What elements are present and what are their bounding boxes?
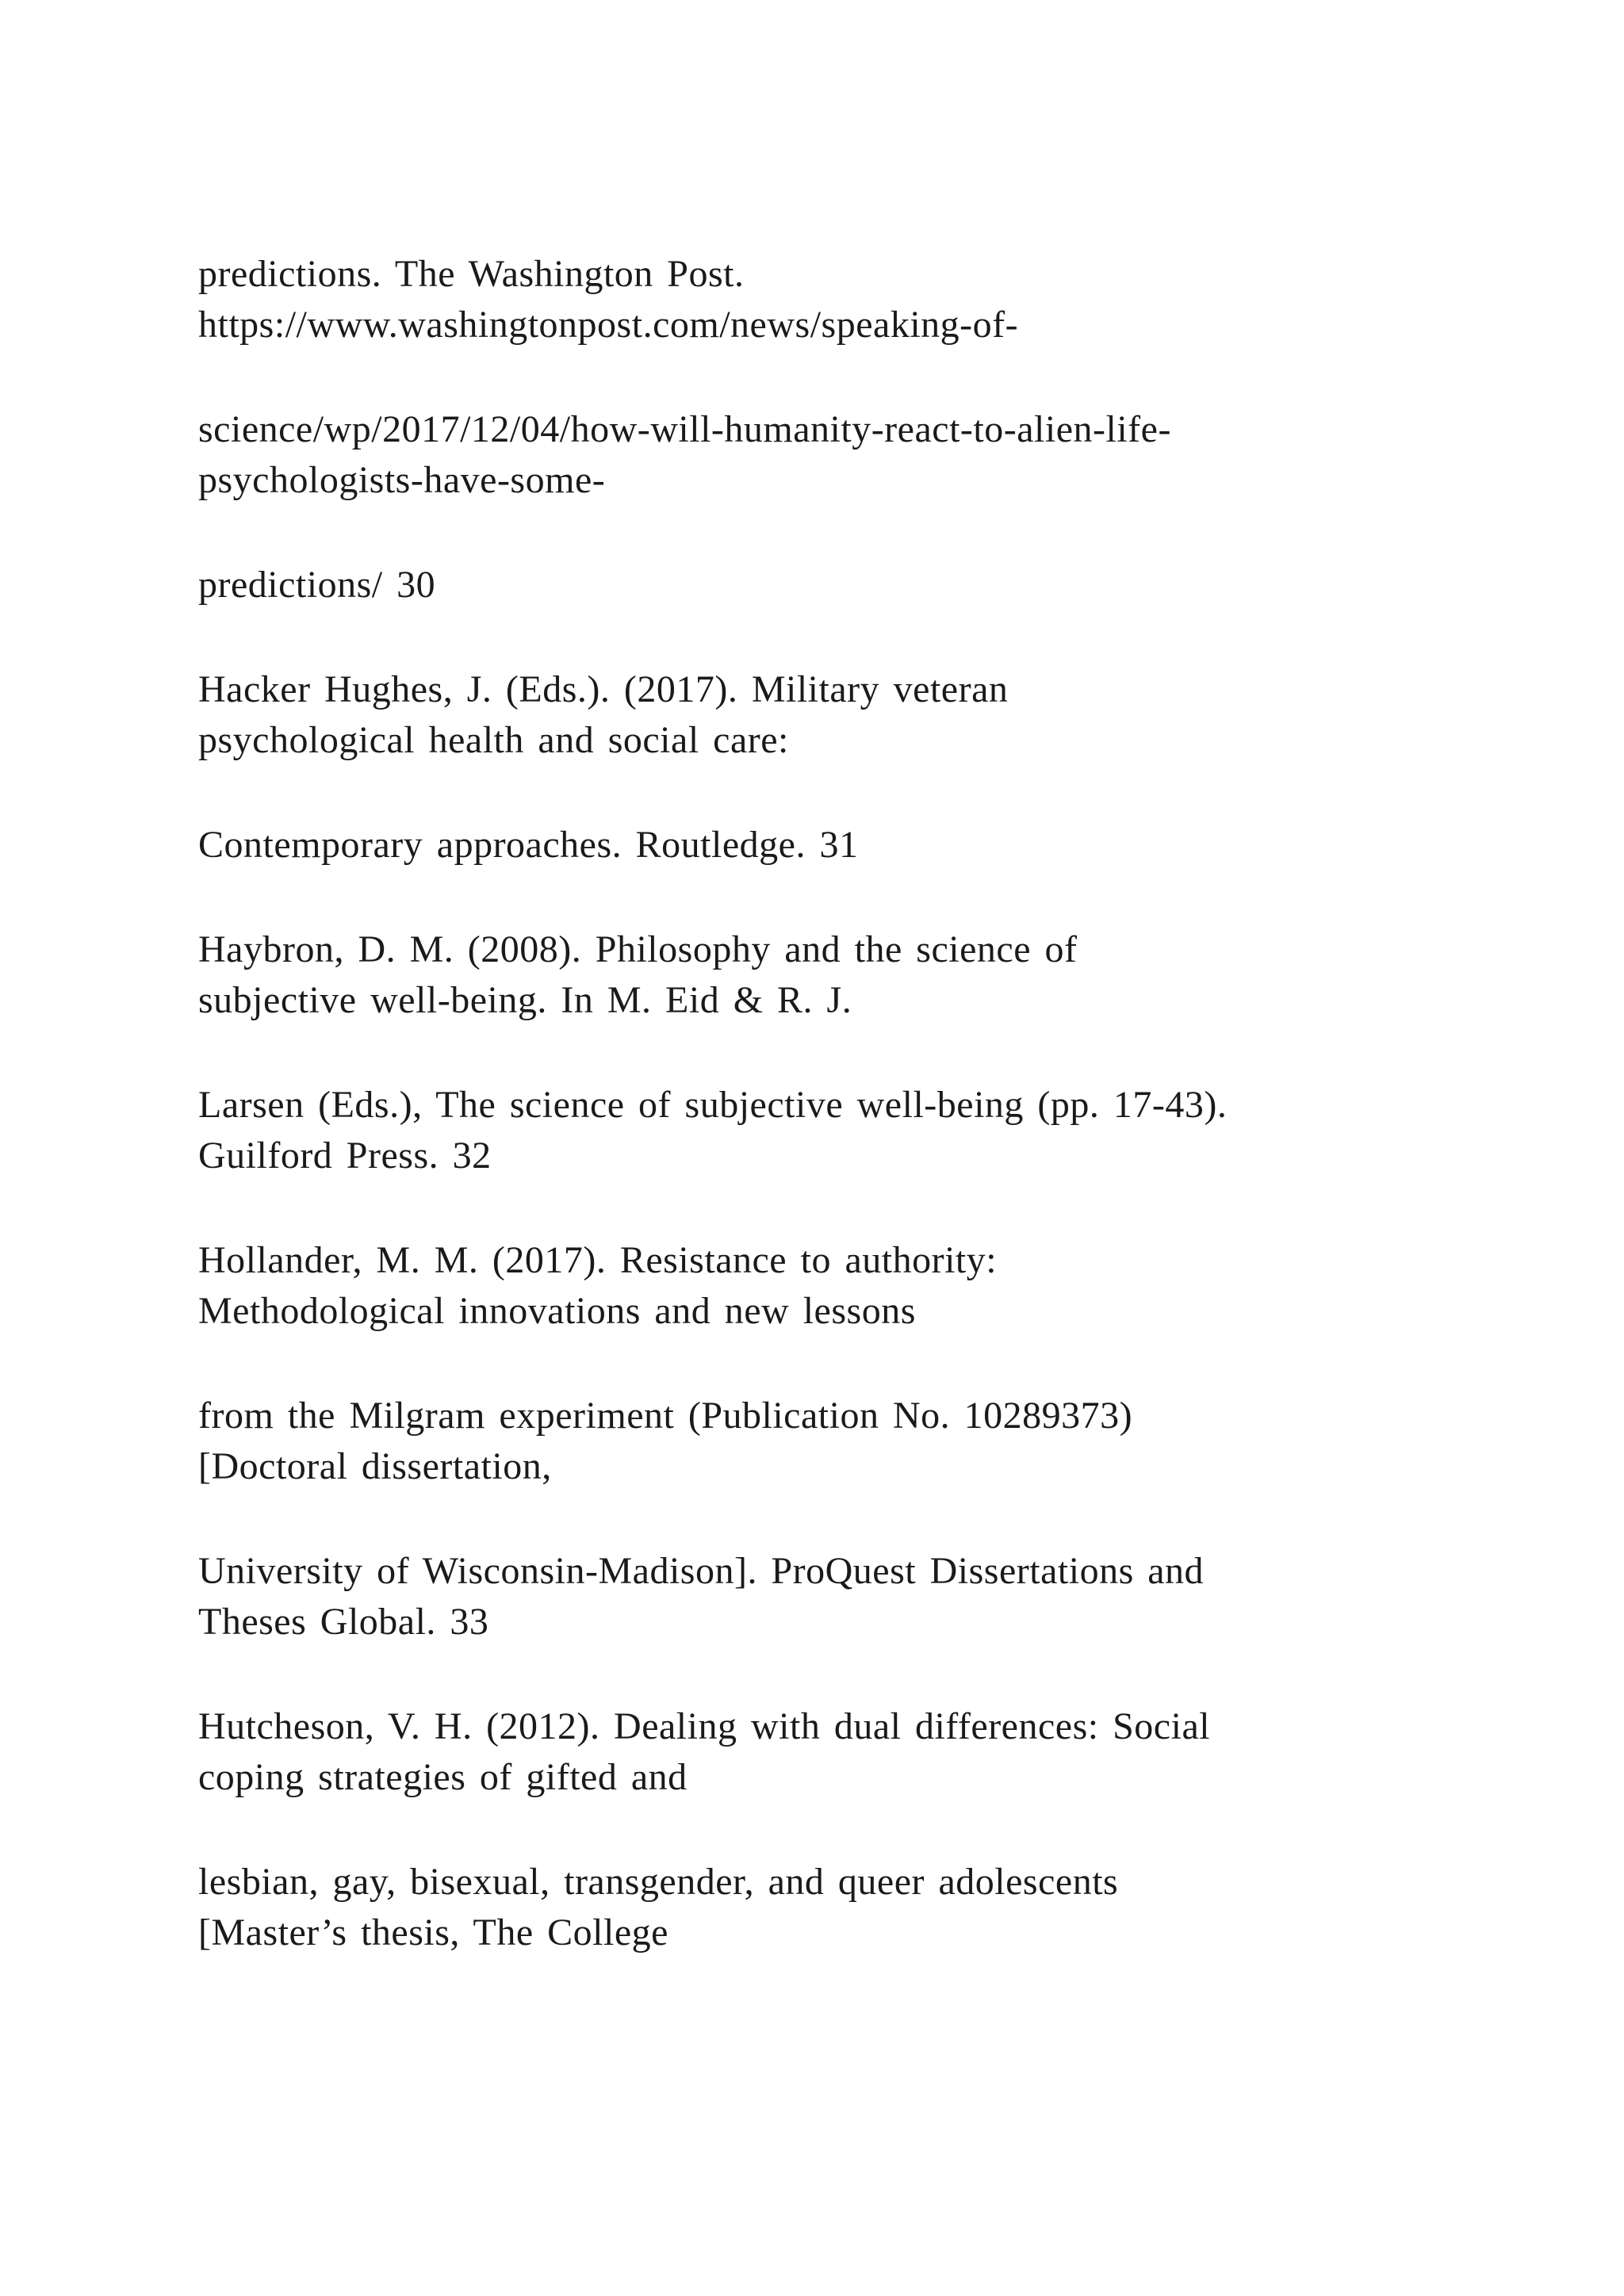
text-line: [Master’s thesis, The College: [198, 1911, 668, 1954]
text-line: lesbian, gay, bisexual, transgender, and queer adolescents: [198, 1861, 1119, 1903]
text-line: predictions. The Washington Post.: [198, 253, 745, 295]
text-line: Methodological innovations and new lessons: [198, 1290, 916, 1332]
text-line: Hutcheson, V. H. (2012). Dealing with dual differences: Social: [198, 1705, 1211, 1747]
text-line: Hollander, M. M. (2017). Resistance to authority:: [198, 1239, 998, 1281]
text-line: University of Wisconsin-Madison]. ProQuest Dissertations and: [198, 1550, 1205, 1592]
text-line: Haybron, D. M. (2008). Philosophy and the science of: [198, 928, 1078, 970]
text-line: Contemporary approaches. Routledge. 31: [198, 824, 859, 866]
text-line: Larsen (Eds.), The science of subjective well-being (pp. 17-43).: [198, 1084, 1228, 1126]
text-line: https://www.washingtonpost.com/news/speaking-of-: [198, 304, 1019, 346]
text-line: Theses Global. 33: [198, 1601, 489, 1643]
text-line: [Doctoral dissertation,: [198, 1445, 552, 1487]
text-line: science/wp/2017/12/04/how-will-humanity-react-to-alien-life-: [198, 408, 1171, 450]
text-line: from the Milgram experiment (Publication No. 10289373): [198, 1395, 1133, 1437]
text-line: coping strategies of gifted and: [198, 1756, 688, 1798]
text-line: Guilford Press. 32: [198, 1135, 492, 1177]
text-line: subjective well-being. In M. Eid & R. J.: [198, 979, 852, 1021]
text-line: predictions/ 30: [198, 564, 436, 606]
text-line: Hacker Hughes, J. (Eds.). (2017). Military veteran: [198, 668, 1009, 710]
text-line: psychologists-have-some-: [198, 459, 606, 501]
text-line: psychological health and social care:: [198, 719, 789, 761]
